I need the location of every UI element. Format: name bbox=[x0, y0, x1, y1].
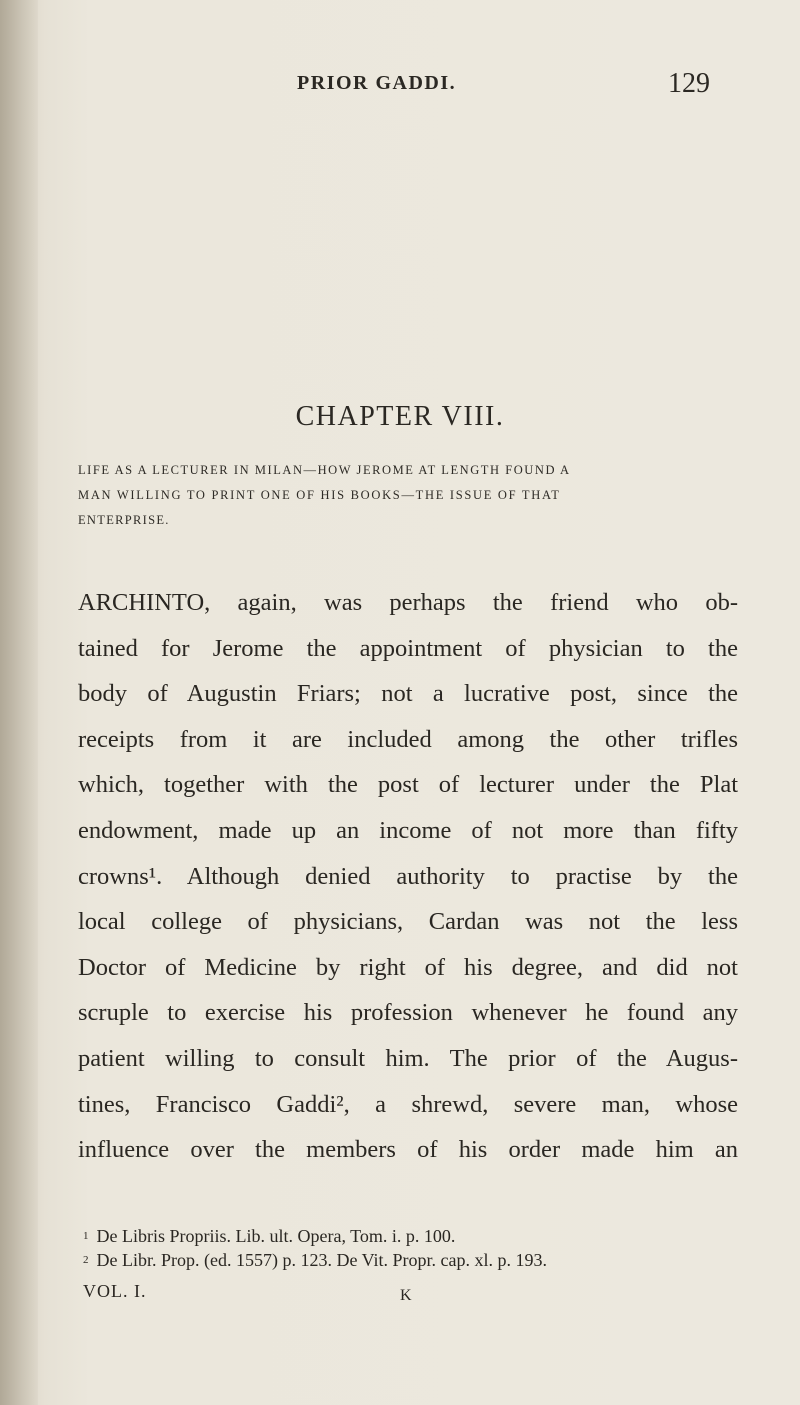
summary-line: LIFE AS A LECTURER IN MILAN—HOW JEROME AT LENGTH FOUND A bbox=[78, 463, 571, 477]
footnotes bbox=[83, 1224, 743, 1272]
chapter-title: CHAPTER VIII. bbox=[295, 401, 505, 432]
body-line: local college of physicians, Cardan was not the less bbox=[78, 908, 738, 936]
signature-row bbox=[83, 1281, 743, 1311]
body-line: Doctor of Medicine by right of his degree, and did not bbox=[78, 953, 738, 981]
body-line: tained for Jerome the appointment of physician to the bbox=[78, 634, 738, 662]
spine-shadow bbox=[0, 0, 38, 1405]
footnote-mark: 1 bbox=[83, 1230, 89, 1242]
footnote bbox=[83, 1224, 743, 1248]
body-line: crowns¹. Although denied authority to practise by the bbox=[78, 862, 738, 890]
footnote bbox=[83, 1248, 743, 1272]
summary-line: ENTERPRISE. bbox=[78, 513, 170, 527]
body-line: endowment, made up an income of not more than fifty bbox=[78, 816, 738, 844]
footnote-mark: 2 bbox=[83, 1254, 89, 1266]
footnote-text: De Libris Propriis. Lib. ult. Opera, Tom. i. p. 100. bbox=[96, 1226, 456, 1246]
running-title: PRIOR GADDI. bbox=[297, 72, 457, 94]
body-line: scruple to exercise his profession whenever he found any bbox=[78, 999, 738, 1027]
page-number: 129 bbox=[668, 68, 710, 99]
volume-label: VOL. I. bbox=[83, 1281, 147, 1301]
body-line: body of Augustin Friars; not a lucrative post, since the bbox=[78, 680, 738, 708]
footnote-text: De Libr. Prop. (ed. 1557) p. 123. De Vit. Propr. cap. xl. p. 193. bbox=[96, 1250, 548, 1270]
body-line: which, together with the post of lecturer under the Plat bbox=[78, 771, 738, 799]
summary-line: MAN WILLING TO PRINT ONE OF HIS BOOKS—THE ISSUE OF THAT bbox=[78, 488, 561, 502]
body-line: ARCHINTO, again, was perhaps the friend who ob- bbox=[78, 589, 738, 616]
chapter-summary bbox=[78, 458, 738, 533]
signature-mark: K bbox=[400, 1287, 412, 1304]
body-line: receipts from it are included among the other trifles bbox=[78, 725, 738, 753]
body-line: patient willing to consult him. The prior of the Augus- bbox=[78, 1044, 738, 1072]
body-line: influence over the members of his order made him an bbox=[78, 1136, 738, 1164]
body-paragraph bbox=[78, 580, 738, 1173]
running-head bbox=[0, 68, 800, 102]
body-line: tines, Francisco Gaddi², a shrewd, severe man, whose bbox=[78, 1090, 738, 1118]
